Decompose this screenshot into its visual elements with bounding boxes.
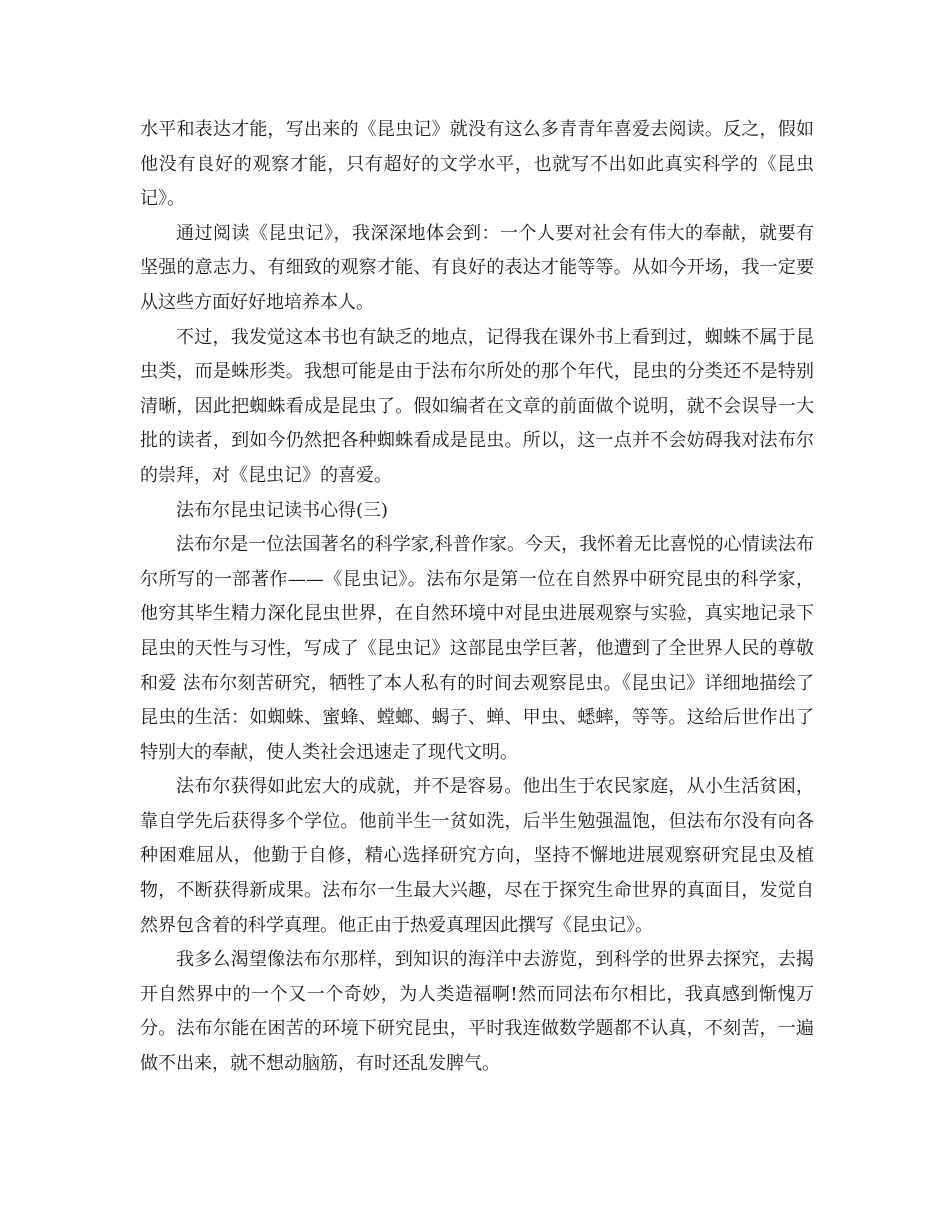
paragraph: 我多么渴望像法布尔那样，到知识的海洋中去游览，到科学的世界去探究，去揭开自然界中的一个又一个奇妙，为人类造福啊!然而同法布尔相比，我真感到惭愧万分。法布尔能在困苦的环境下研究昆虫，平时我连做数学题都不认真，不刻苦，一遍做不出来，就不想动脑筋，有时还乱发脾气。 xyxy=(140,949,814,1075)
document-page xyxy=(140,113,814,1082)
paragraph: 法布尔获得如此宏大的成就，并不是容易。他出生于农民家庭，从小生活贫困，靠自学先后获得多个学位。他前半生一贫如洗，后半生勉强温饱，但法布尔没有向各种困难屈从，他勤于自修，精心选择研究方向，坚持不懈地进展观察研究昆虫及植物，不断获得新成果。法布尔一生最大兴趣，尽在于探究生命世界的真面目，发觉自然界包含着的科学真理。他正由于热爱真理因此撰写《昆虫记》。 xyxy=(140,776,814,936)
paragraph: 不过，我发觉这本书也有缺乏的地点，记得我在课外书上看到过，蜘蛛不属于昆虫类，而是蛛形类。我想可能是由于法布尔所处的那个年代，昆虫的分类还不是特别清晰，因此把蜘蛛看成是昆虫了。假如编者在文章的前面做个说明，就不会误导一大批的读者，到如今仍然把各种蜘蛛看成是昆虫。所以，这一点并不会妨碍我对法布尔的崇拜，对《昆虫记》的喜爱。 xyxy=(140,326,814,486)
paragraph-continuation: 水平和表达才能，写出来的《昆虫记》就没有这么多青青年喜爱去阅读。反之，假如他没有良好的观察才能，只有超好的文学水平，也就写不出如此真实科学的《昆虫记》。 xyxy=(140,119,814,210)
paragraph: 通过阅读《昆虫记》，我深深地体会到：一个人要对社会有伟大的奉献，就要有坚强的意志力、有细致的观察才能、有良好的表达才能等等。从如今开场，我一定要从这些方面好好地培养本人。 xyxy=(140,222,814,313)
paragraph: 法布尔是一位法国著名的科学家,科普作家。今天，我怀着无比喜悦的心情读法布尔所写的一部著作——《昆虫记》。法布尔是第一位在自然界中研究昆虫的科学家，他穷其毕生精力深化昆虫世界，在自然环境中对昆虫进展观察与实验，真实地记录下昆虫的天性与习性，写成了《昆虫记》这部昆虫学巨著，他遭到了全世界人民的尊敬和爱 法布尔刻苦研究，牺牲了本人私有的时间去观察昆虫。《昆虫记》详细地描绘了昆虫的生活：如蜘蛛、蜜蜂、螳螂、蝎子、蝉、甲虫、蟋蟀，等等。这给后世作出了特别大的奉献，使人类社会迅速走了现代文明。 xyxy=(140,534,814,763)
section-heading: 法布尔昆虫记读书心得(三) xyxy=(176,499,389,521)
